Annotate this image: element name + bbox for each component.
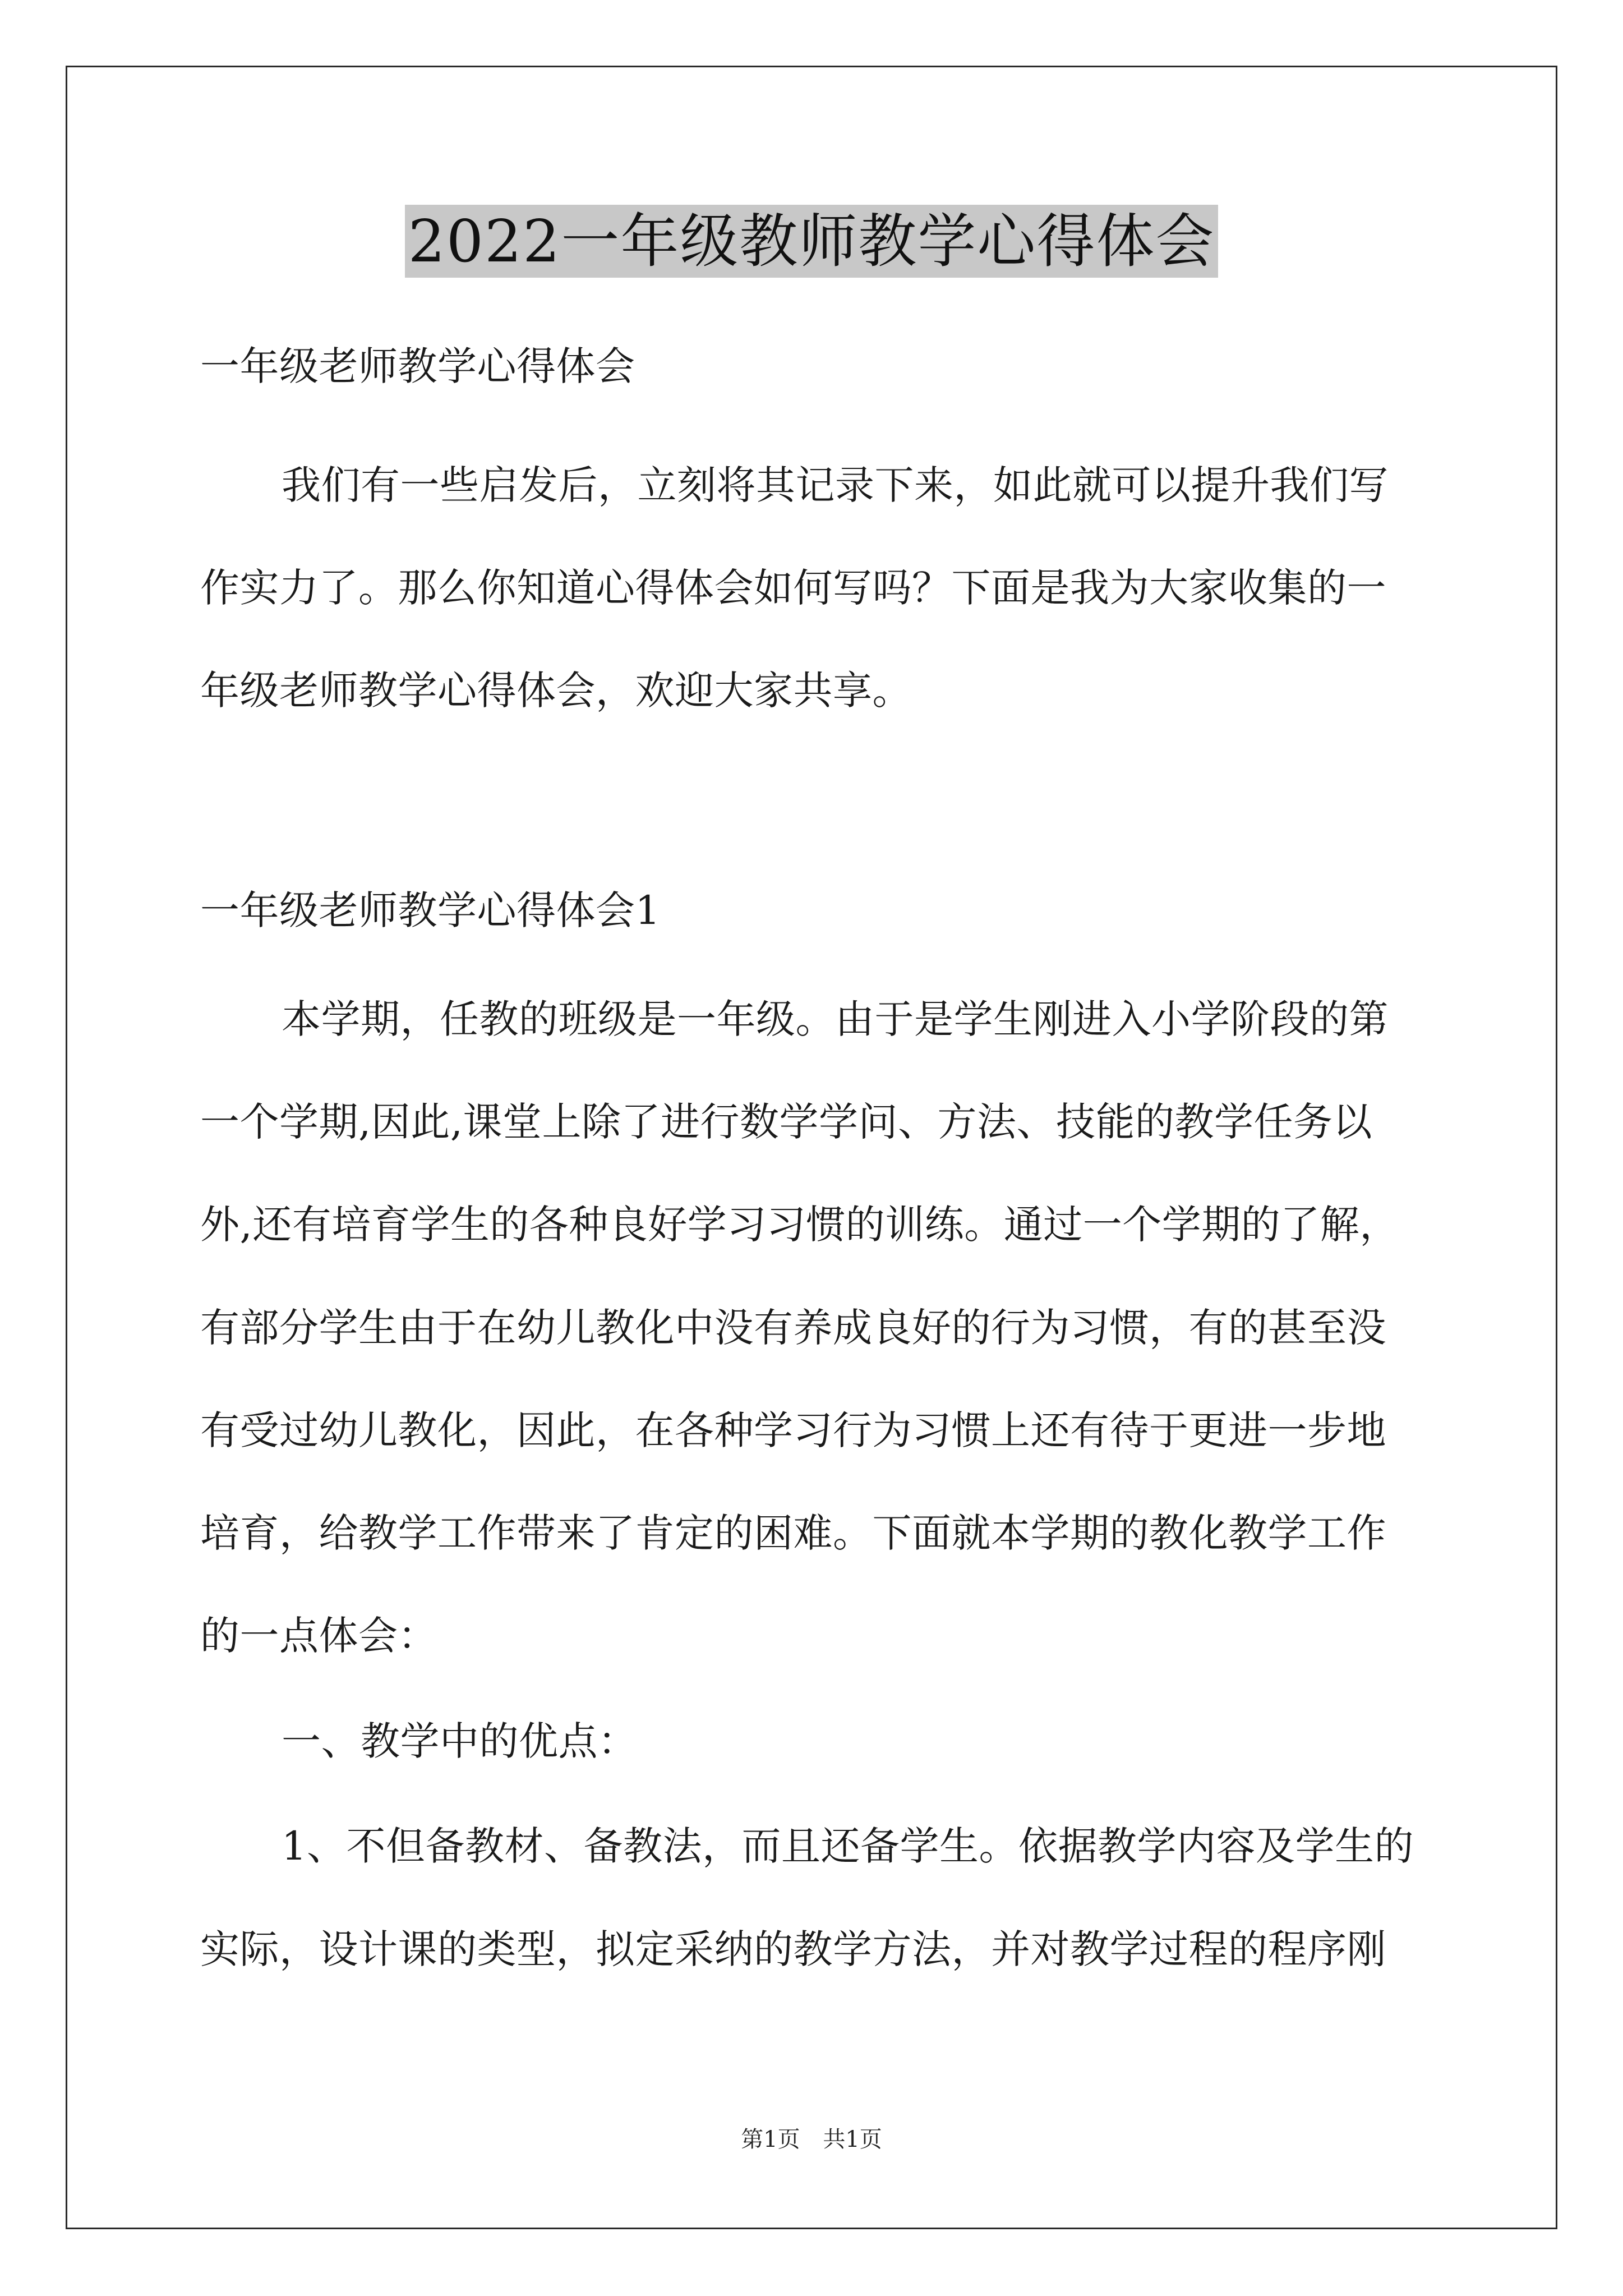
- paragraph-line: 作实力了。那么你知道心得体会如何写吗？下面是我为大家收集的一: [200, 565, 1386, 611]
- paragraph-line: 的一点体会：: [200, 1613, 437, 1659]
- paragraph-line: 我们有一些启发后，立刻将其记录下来，如此就可以提升我们写: [282, 462, 1389, 508]
- page-footer: [0, 2122, 1623, 2154]
- document-title: 2022一年级教师教学心得体会: [405, 205, 1219, 278]
- page-total: 共1页: [823, 2127, 882, 2152]
- paragraph-line: 有部分学生由于在幼儿教化中没有养成良好的行为习惯，有的甚至没: [200, 1305, 1386, 1351]
- paragraph-line: 培育，给教学工作带来了肯定的困难。下面就本学期的教化教学工作: [200, 1510, 1386, 1556]
- paragraph-line: 实际，设计课的类型，拟定采纳的教学方法，并对教学过程的程序刚: [200, 1926, 1386, 1972]
- page-number: 第1页: [741, 2127, 800, 2152]
- paragraph-line: 有受过幼儿教化，因此，在各种学习行为习惯上还有待于更进一步地: [200, 1407, 1386, 1453]
- paragraph-line: 一个学期,因此,课堂上除了进行数学学问、方法、技能的教学任务以: [200, 1099, 1372, 1145]
- section-heading: 一年级老师教学心得体会: [200, 343, 635, 389]
- paragraph-line: 本学期，任教的班级是一年级。由于是学生刚进入小学阶段的第: [282, 996, 1389, 1042]
- paragraph-line: 外,还有培育学生的各种良好学习习惯的训练。通过一个学期的了解，: [200, 1202, 1399, 1248]
- subheading-line: 一、教学中的优点：: [282, 1718, 638, 1764]
- section-heading: 一年级老师教学心得体会1: [200, 887, 661, 933]
- paragraph-line: 年级老师教学心得体会，欢迎大家共享。: [200, 668, 912, 714]
- paragraph-line: 1、不但备教材、备教法，而且还备学生。依据教学内容及学生的: [282, 1823, 1414, 1869]
- title-container: [0, 205, 1623, 278]
